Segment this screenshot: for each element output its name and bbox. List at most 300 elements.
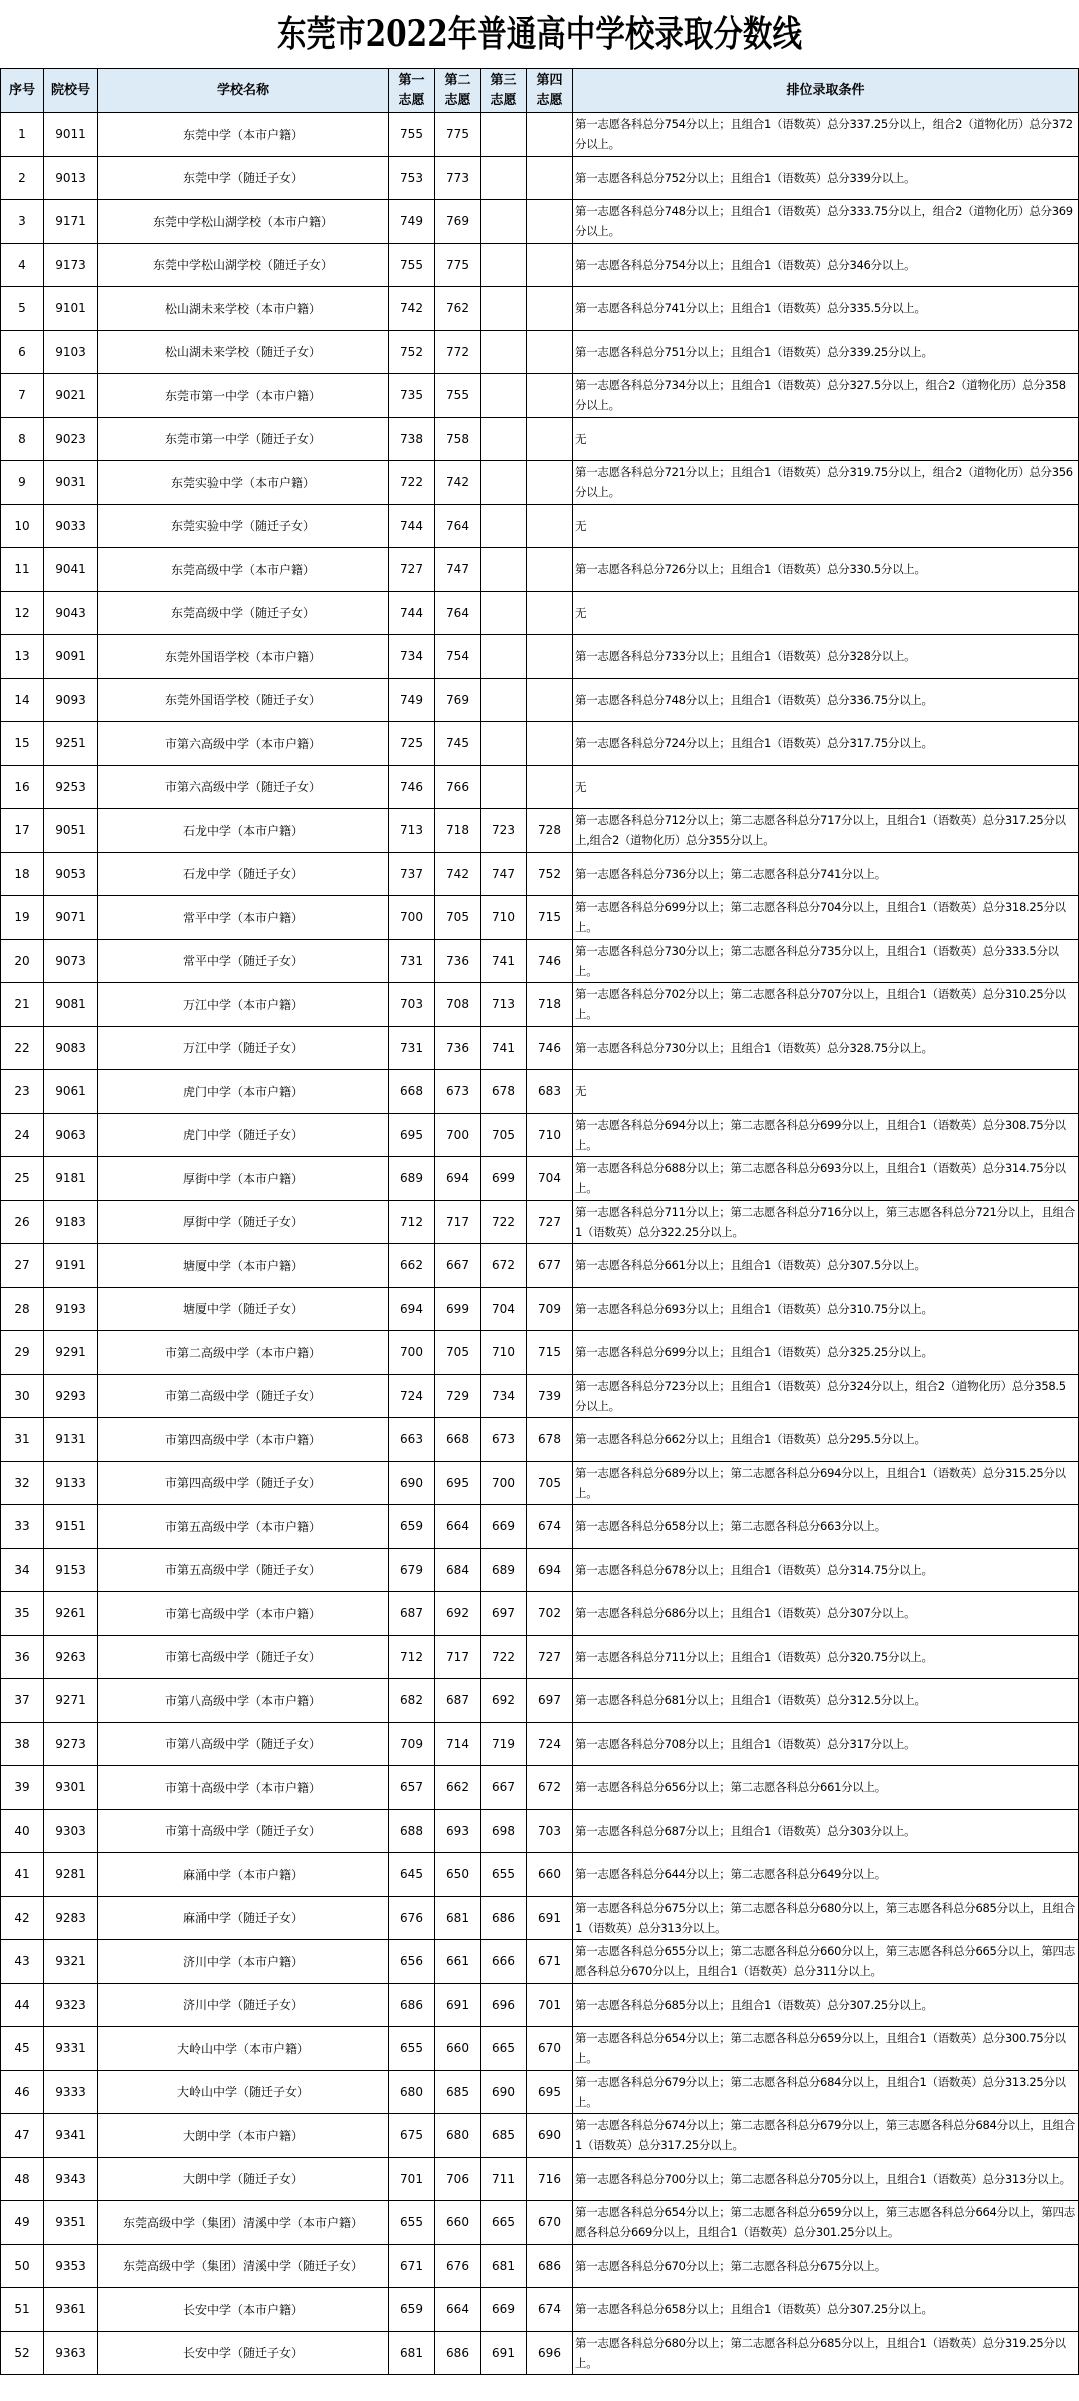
cell-condition: 无 xyxy=(573,765,1079,809)
cell-choice1: 746 xyxy=(389,765,435,809)
cell-code: 9033 xyxy=(44,504,98,548)
cell-condition: 第一志愿各科总分658分以上；且组合1（语数英）总分307.25分以上。 xyxy=(573,2288,1079,2332)
cell-seq: 34 xyxy=(1,1548,44,1592)
cell-choice4: 691 xyxy=(527,1896,573,1940)
table-row xyxy=(1,2114,1079,2158)
cell-code: 9053 xyxy=(44,852,98,896)
cell-choice2: 766 xyxy=(435,765,481,809)
cell-code: 9041 xyxy=(44,548,98,592)
cell-code: 9291 xyxy=(44,1331,98,1375)
cell-school: 市第十高级中学（随迁子女） xyxy=(98,1809,389,1853)
cell-choice1: 712 xyxy=(389,1200,435,1244)
table-row xyxy=(1,1809,1079,1853)
cell-choice3 xyxy=(481,113,527,157)
table-row xyxy=(1,983,1079,1027)
table-row xyxy=(1,1983,1079,2027)
header-choice4-line2: 志愿 xyxy=(536,92,563,108)
table-row xyxy=(1,1853,1079,1897)
cell-choice2: 717 xyxy=(435,1635,481,1679)
cell-school: 大朗中学（本市户籍） xyxy=(98,2114,389,2158)
cell-seq: 44 xyxy=(1,1983,44,2027)
cell-choice1: 749 xyxy=(389,678,435,722)
cell-choice4 xyxy=(527,156,573,200)
cell-code: 9273 xyxy=(44,1722,98,1766)
cell-seq: 52 xyxy=(1,2331,44,2375)
cell-code: 9303 xyxy=(44,1809,98,1853)
cell-seq: 7 xyxy=(1,374,44,418)
cell-condition: 第一志愿各科总分680分以上；第二志愿各科总分685分以上，且组合1（语数英）总分319.25分以上。 xyxy=(573,2331,1079,2375)
cell-code: 9363 xyxy=(44,2331,98,2375)
table-row xyxy=(1,287,1079,331)
cell-school: 市第四高级中学（本市户籍） xyxy=(98,1418,389,1462)
cell-choice1: 690 xyxy=(389,1461,435,1505)
cell-school: 东莞外国语学校（随迁子女） xyxy=(98,678,389,722)
cell-choice4 xyxy=(527,504,573,548)
cell-school: 市第四高级中学（随迁子女） xyxy=(98,1461,389,1505)
cell-choice3 xyxy=(481,678,527,722)
cell-seq: 14 xyxy=(1,678,44,722)
cell-choice2: 758 xyxy=(435,417,481,461)
cell-seq: 39 xyxy=(1,1766,44,1810)
cell-school: 厚街中学（本市户籍） xyxy=(98,1157,389,1201)
cell-choice2: 686 xyxy=(435,2331,481,2375)
cell-choice4: 702 xyxy=(527,1592,573,1636)
cell-condition: 第一志愿各科总分655分以上；第二志愿各科总分660分以上，第三志愿各科总分665分以上，第四志愿各科总分670分以上，且组合1（语数英）总分311分以上。 xyxy=(573,1940,1079,1984)
cell-choice4: 686 xyxy=(527,2244,573,2288)
cell-seq: 30 xyxy=(1,1374,44,1418)
cell-condition: 第一志愿各科总分678分以上；且组合1（语数英）总分314.75分以上。 xyxy=(573,1548,1079,1592)
cell-code: 9283 xyxy=(44,1896,98,1940)
cell-choice2: 660 xyxy=(435,2027,481,2071)
cell-choice1: 742 xyxy=(389,287,435,331)
cell-choice3: 747 xyxy=(481,852,527,896)
cell-code: 9103 xyxy=(44,330,98,374)
cell-code: 9153 xyxy=(44,1548,98,1592)
cell-seq: 22 xyxy=(1,1026,44,1070)
cell-condition: 第一志愿各科总分675分以上；第二志愿各科总分680分以上，第三志愿各科总分685分以上，且组合1（语数英）总分313分以上。 xyxy=(573,1896,1079,1940)
cell-code: 9191 xyxy=(44,1244,98,1288)
cell-school: 市第六高级中学（本市户籍） xyxy=(98,722,389,766)
cell-condition: 第一志愿各科总分674分以上；第二志愿各科总分679分以上，第三志愿各科总分684分以上，且组合1（语数英）总分317.25分以上。 xyxy=(573,2114,1079,2158)
cell-choice3: 678 xyxy=(481,1070,527,1114)
table-row xyxy=(1,1157,1079,1201)
cell-condition: 第一志愿各科总分662分以上；且组合1（语数英）总分295.5分以上。 xyxy=(573,1418,1079,1462)
cell-choice2: 762 xyxy=(435,287,481,331)
table-row xyxy=(1,548,1079,592)
header-choice3-line1: 第三 xyxy=(490,72,517,88)
cell-choice2: 736 xyxy=(435,1026,481,1070)
cell-condition: 第一志愿各科总分670分以上；第二志愿各科总分675分以上。 xyxy=(573,2244,1079,2288)
cell-code: 9323 xyxy=(44,1983,98,2027)
header-choice2-line2: 志愿 xyxy=(444,92,471,108)
cell-choice1: 680 xyxy=(389,2070,435,2114)
cell-code: 9183 xyxy=(44,1200,98,1244)
cell-choice1: 731 xyxy=(389,939,435,983)
table-row xyxy=(1,156,1079,200)
cell-condition: 第一志愿各科总分723分以上；且组合1（语数英）总分324分以上，组合2（道物化历）总分358.5分以上。 xyxy=(573,1374,1079,1418)
cell-choice4: 696 xyxy=(527,2331,573,2375)
cell-choice2: 685 xyxy=(435,2070,481,2114)
cell-choice3: 713 xyxy=(481,983,527,1027)
cell-choice4: 670 xyxy=(527,2027,573,2071)
cell-choice4 xyxy=(527,243,573,287)
table-row xyxy=(1,243,1079,287)
cell-choice1: 744 xyxy=(389,591,435,635)
cell-choice3: 741 xyxy=(481,1026,527,1070)
cell-condition: 第一志愿各科总分656分以上；第二志愿各科总分661分以上。 xyxy=(573,1766,1079,1810)
cell-seq: 3 xyxy=(1,200,44,244)
cell-seq: 21 xyxy=(1,983,44,1027)
cell-choice1: 686 xyxy=(389,1983,435,2027)
cell-choice1: 657 xyxy=(389,1766,435,1810)
cell-choice4: 674 xyxy=(527,2288,573,2332)
cell-choice2: 668 xyxy=(435,1418,481,1462)
cell-code: 9293 xyxy=(44,1374,98,1418)
cell-school: 东莞中学松山湖学校（随迁子女） xyxy=(98,243,389,287)
cell-seq: 33 xyxy=(1,1505,44,1549)
header-choice1-line2: 志愿 xyxy=(398,92,425,108)
cell-choice4: 727 xyxy=(527,1635,573,1679)
cell-condition: 第一志愿各科总分688分以上；第二志愿各科总分693分以上，且组合1（语数英）总分314.75分以上。 xyxy=(573,1157,1079,1201)
cell-choice1: 744 xyxy=(389,504,435,548)
cell-school: 东莞实验中学（随迁子女） xyxy=(98,504,389,548)
cell-seq: 47 xyxy=(1,2114,44,2158)
cell-seq: 10 xyxy=(1,504,44,548)
cell-school: 虎门中学（本市户籍） xyxy=(98,1070,389,1114)
cell-school: 东莞高级中学（随迁子女） xyxy=(98,591,389,635)
cell-choice3 xyxy=(481,417,527,461)
cell-choice3: 692 xyxy=(481,1679,527,1723)
cell-code: 9081 xyxy=(44,983,98,1027)
cell-choice2: 769 xyxy=(435,678,481,722)
cell-condition: 第一志愿各科总分734分以上；且组合1（语数英）总分327.5分以上，组合2（道物化历）总分358分以上。 xyxy=(573,374,1079,418)
cell-condition: 第一志愿各科总分687分以上；且组合1（语数英）总分303分以上。 xyxy=(573,1809,1079,1853)
header-choice1-line1: 第一 xyxy=(398,72,425,88)
cell-school: 麻涌中学（随迁子女） xyxy=(98,1896,389,1940)
cell-choice2: 684 xyxy=(435,1548,481,1592)
cell-school: 市第五高级中学（随迁子女） xyxy=(98,1548,389,1592)
cell-condition: 第一志愿各科总分711分以上；第二志愿各科总分716分以上，第三志愿各科总分721分以上，且组合1（语数英）总分322.25分以上。 xyxy=(573,1200,1079,1244)
cell-code: 9333 xyxy=(44,2070,98,2114)
cell-code: 9091 xyxy=(44,635,98,679)
cell-choice3: 711 xyxy=(481,2157,527,2201)
header-seq: 序号 xyxy=(1,69,44,113)
cell-code: 9181 xyxy=(44,1157,98,1201)
cell-choice2: 661 xyxy=(435,1940,481,1984)
table-row xyxy=(1,1026,1079,1070)
cell-choice2: 764 xyxy=(435,504,481,548)
table-row xyxy=(1,2070,1079,2114)
table-row xyxy=(1,2244,1079,2288)
cell-code: 9043 xyxy=(44,591,98,635)
cell-seq: 49 xyxy=(1,2201,44,2245)
cell-school: 东莞实验中学（本市户籍） xyxy=(98,461,389,505)
cell-choice4: 715 xyxy=(527,896,573,940)
cell-condition: 第一志愿各科总分726分以上；且组合1（语数英）总分330.5分以上。 xyxy=(573,548,1079,592)
cell-choice2: 680 xyxy=(435,2114,481,2158)
cell-choice4: 674 xyxy=(527,1505,573,1549)
cell-choice1: 727 xyxy=(389,548,435,592)
cell-condition: 第一志愿各科总分685分以上；且组合1（语数英）总分307.25分以上。 xyxy=(573,1983,1079,2027)
cell-code: 9133 xyxy=(44,1461,98,1505)
cell-choice3: 704 xyxy=(481,1287,527,1331)
cell-choice3: 723 xyxy=(481,809,527,853)
cell-school: 市第十高级中学（本市户籍） xyxy=(98,1766,389,1810)
cell-choice4 xyxy=(527,330,573,374)
cell-seq: 31 xyxy=(1,1418,44,1462)
cell-school: 市第二高级中学（本市户籍） xyxy=(98,1331,389,1375)
cell-school: 塘厦中学（随迁子女） xyxy=(98,1287,389,1331)
cell-choice3 xyxy=(481,156,527,200)
cell-choice2: 775 xyxy=(435,113,481,157)
cell-school: 东莞中学松山湖学校（本市户籍） xyxy=(98,200,389,244)
table-row xyxy=(1,896,1079,940)
cell-choice2: 692 xyxy=(435,1592,481,1636)
cell-seq: 35 xyxy=(1,1592,44,1636)
cell-choice2: 700 xyxy=(435,1113,481,1157)
cell-choice1: 694 xyxy=(389,1287,435,1331)
cell-code: 9173 xyxy=(44,243,98,287)
cell-choice4: 703 xyxy=(527,1809,573,1853)
cell-seq: 50 xyxy=(1,2244,44,2288)
cell-school: 麻涌中学（本市户籍） xyxy=(98,1853,389,1897)
cell-choice1: 679 xyxy=(389,1548,435,1592)
table-row xyxy=(1,1722,1079,1766)
cell-condition: 无 xyxy=(573,591,1079,635)
cell-code: 9351 xyxy=(44,2201,98,2245)
cell-choice1: 655 xyxy=(389,2201,435,2245)
cell-choice2: 708 xyxy=(435,983,481,1027)
cell-condition: 第一志愿各科总分679分以上；第二志愿各科总分684分以上，且组合1（语数英）总分313.25分以上。 xyxy=(573,2070,1079,2114)
cell-seq: 12 xyxy=(1,591,44,635)
cell-condition: 第一志愿各科总分699分以上；且组合1（语数英）总分325.25分以上。 xyxy=(573,1331,1079,1375)
table-row xyxy=(1,417,1079,461)
cell-choice3: 690 xyxy=(481,2070,527,2114)
cell-choice1: 675 xyxy=(389,2114,435,2158)
cell-choice4: 683 xyxy=(527,1070,573,1114)
cell-condition: 第一志愿各科总分686分以上；且组合1（语数英）总分307分以上。 xyxy=(573,1592,1079,1636)
cell-condition: 无 xyxy=(573,417,1079,461)
cell-choice4: 710 xyxy=(527,1113,573,1157)
cell-seq: 40 xyxy=(1,1809,44,1853)
cell-condition: 第一志愿各科总分721分以上；且组合1（语数英）总分319.75分以上，组合2（道物化历）总分356分以上。 xyxy=(573,461,1079,505)
cell-choice4: 678 xyxy=(527,1418,573,1462)
header-school: 学校名称 xyxy=(98,69,389,113)
cell-choice3: 697 xyxy=(481,1592,527,1636)
cell-choice2: 660 xyxy=(435,2201,481,2245)
cell-choice3: 666 xyxy=(481,1940,527,1984)
cell-condition: 第一志愿各科总分654分以上；第二志愿各科总分659分以上，且组合1（语数英）总分300.75分以上。 xyxy=(573,2027,1079,2071)
cell-choice1: 753 xyxy=(389,156,435,200)
cell-school: 市第八高级中学（随迁子女） xyxy=(98,1722,389,1766)
cell-code: 9251 xyxy=(44,722,98,766)
cell-choice1: 703 xyxy=(389,983,435,1027)
cell-choice2: 676 xyxy=(435,2244,481,2288)
cell-code: 9341 xyxy=(44,2114,98,2158)
cell-choice2: 717 xyxy=(435,1200,481,1244)
cell-condition: 第一志愿各科总分699分以上；第二志愿各科总分704分以上，且组合1（语数英）总分318.25分以上。 xyxy=(573,896,1079,940)
table-row xyxy=(1,765,1079,809)
cell-seq: 29 xyxy=(1,1331,44,1375)
cell-seq: 1 xyxy=(1,113,44,157)
cell-choice4: 718 xyxy=(527,983,573,1027)
cell-choice2: 695 xyxy=(435,1461,481,1505)
cell-condition: 第一志愿各科总分724分以上；且组合1（语数英）总分317.75分以上。 xyxy=(573,722,1079,766)
cell-choice2: 664 xyxy=(435,1505,481,1549)
cell-choice4 xyxy=(527,591,573,635)
cell-seq: 42 xyxy=(1,1896,44,1940)
cell-code: 9063 xyxy=(44,1113,98,1157)
table-row xyxy=(1,1418,1079,1462)
cell-school: 市第五高级中学（本市户籍） xyxy=(98,1505,389,1549)
cell-choice4: 670 xyxy=(527,2201,573,2245)
cell-choice1: 735 xyxy=(389,374,435,418)
cell-choice2: 662 xyxy=(435,1766,481,1810)
cell-school: 大朗中学（随迁子女） xyxy=(98,2157,389,2201)
cell-school: 万江中学（本市户籍） xyxy=(98,983,389,1027)
cell-seq: 5 xyxy=(1,287,44,331)
cell-choice3: 673 xyxy=(481,1418,527,1462)
cell-school: 万江中学（随迁子女） xyxy=(98,1026,389,1070)
cell-choice3: 710 xyxy=(481,896,527,940)
cell-seq: 46 xyxy=(1,2070,44,2114)
cell-condition: 第一志愿各科总分661分以上；且组合1（语数英）总分307.5分以上。 xyxy=(573,1244,1079,1288)
cell-choice1: 755 xyxy=(389,113,435,157)
cell-choice1: 659 xyxy=(389,2288,435,2332)
cell-code: 9331 xyxy=(44,2027,98,2071)
cell-seq: 8 xyxy=(1,417,44,461)
cell-choice2: 699 xyxy=(435,1287,481,1331)
cell-condition: 第一志愿各科总分733分以上；且组合1（语数英）总分328分以上。 xyxy=(573,635,1079,679)
table-row xyxy=(1,1635,1079,1679)
cell-school: 东莞中学（本市户籍） xyxy=(98,113,389,157)
cell-seq: 38 xyxy=(1,1722,44,1766)
cell-seq: 11 xyxy=(1,548,44,592)
cell-condition: 无 xyxy=(573,1070,1079,1114)
table-row xyxy=(1,1461,1079,1505)
cell-choice1: 688 xyxy=(389,1809,435,1853)
cell-code: 9193 xyxy=(44,1287,98,1331)
cell-choice2: 747 xyxy=(435,548,481,592)
cell-choice3: 700 xyxy=(481,1461,527,1505)
cell-choice1: 681 xyxy=(389,2331,435,2375)
cell-code: 9253 xyxy=(44,765,98,809)
table-row xyxy=(1,461,1079,505)
cell-choice2: 736 xyxy=(435,939,481,983)
cell-choice1: 731 xyxy=(389,1026,435,1070)
cell-condition: 第一志愿各科总分702分以上；第二志愿各科总分707分以上，且组合1（语数英）总分310.25分以上。 xyxy=(573,983,1079,1027)
cell-choice2: 755 xyxy=(435,374,481,418)
cell-choice3: 719 xyxy=(481,1722,527,1766)
cell-seq: 15 xyxy=(1,722,44,766)
cell-code: 9073 xyxy=(44,939,98,983)
cell-choice2: 705 xyxy=(435,1331,481,1375)
cell-seq: 23 xyxy=(1,1070,44,1114)
cell-choice2: 769 xyxy=(435,200,481,244)
cell-choice1: 752 xyxy=(389,330,435,374)
cell-choice1: 682 xyxy=(389,1679,435,1723)
header-choice1 xyxy=(389,69,435,113)
cell-choice1: 656 xyxy=(389,1940,435,1984)
cell-choice4 xyxy=(527,417,573,461)
cell-choice4: 727 xyxy=(527,1200,573,1244)
cell-choice3 xyxy=(481,635,527,679)
cell-seq: 16 xyxy=(1,765,44,809)
cell-condition: 第一志愿各科总分681分以上；且组合1（语数英）总分312.5分以上。 xyxy=(573,1679,1079,1723)
cell-school: 石龙中学（随迁子女） xyxy=(98,852,389,896)
cell-choice3: 722 xyxy=(481,1200,527,1244)
cell-choice4: 671 xyxy=(527,1940,573,1984)
table-row xyxy=(1,1287,1079,1331)
cell-choice1: 722 xyxy=(389,461,435,505)
cell-code: 9061 xyxy=(44,1070,98,1114)
cell-choice4 xyxy=(527,461,573,505)
table-row xyxy=(1,1766,1079,1810)
cell-choice2: 772 xyxy=(435,330,481,374)
cell-code: 9031 xyxy=(44,461,98,505)
cell-choice4: 677 xyxy=(527,1244,573,1288)
table-row xyxy=(1,2331,1079,2375)
cell-choice2: 691 xyxy=(435,1983,481,2027)
cell-choice2: 706 xyxy=(435,2157,481,2201)
cell-code: 9321 xyxy=(44,1940,98,1984)
cell-seq: 48 xyxy=(1,2157,44,2201)
cell-code: 9301 xyxy=(44,1766,98,1810)
cell-condition: 第一志愿各科总分708分以上；且组合1（语数英）总分317分以上。 xyxy=(573,1722,1079,1766)
cell-choice3: 669 xyxy=(481,2288,527,2332)
header-condition: 排位录取条件 xyxy=(573,69,1079,113)
cell-code: 9023 xyxy=(44,417,98,461)
cell-school: 东莞高级中学（集团）清溪中学（本市户籍） xyxy=(98,2201,389,2245)
cell-code: 9083 xyxy=(44,1026,98,1070)
table-row xyxy=(1,1592,1079,1636)
cell-school: 市第八高级中学（本市户籍） xyxy=(98,1679,389,1723)
cell-choice4 xyxy=(527,765,573,809)
cell-code: 9051 xyxy=(44,809,98,853)
cell-choice1: 662 xyxy=(389,1244,435,1288)
cell-choice1: 709 xyxy=(389,1722,435,1766)
cell-school: 塘厦中学（本市户籍） xyxy=(98,1244,389,1288)
cell-choice1: 701 xyxy=(389,2157,435,2201)
cell-seq: 41 xyxy=(1,1853,44,1897)
cell-choice3 xyxy=(481,504,527,548)
cell-choice3: 689 xyxy=(481,1548,527,1592)
header-choice4-line1: 第四 xyxy=(536,72,563,88)
cell-condition: 第一志愿各科总分658分以上；第二志愿各科总分663分以上。 xyxy=(573,1505,1079,1549)
cell-choice1: 738 xyxy=(389,417,435,461)
cell-choice1: 671 xyxy=(389,2244,435,2288)
cell-choice3 xyxy=(481,765,527,809)
cell-choice4 xyxy=(527,113,573,157)
header-choice3 xyxy=(481,69,527,113)
cell-school: 石龙中学（本市户籍） xyxy=(98,809,389,853)
cell-choice2: 754 xyxy=(435,635,481,679)
cell-choice3: 698 xyxy=(481,1809,527,1853)
cell-choice2: 742 xyxy=(435,852,481,896)
cell-condition: 第一志愿各科总分730分以上；第二志愿各科总分735分以上，且组合1（语数英）总分333.5分以上。 xyxy=(573,939,1079,983)
cell-choice4: 704 xyxy=(527,1157,573,1201)
cell-seq: 37 xyxy=(1,1679,44,1723)
table-row xyxy=(1,1896,1079,1940)
cell-condition: 第一志愿各科总分751分以上；且组合1（语数英）总分339.25分以上。 xyxy=(573,330,1079,374)
cell-code: 9353 xyxy=(44,2244,98,2288)
cell-choice3: 722 xyxy=(481,1635,527,1679)
table-row xyxy=(1,1113,1079,1157)
cell-choice2: 718 xyxy=(435,809,481,853)
header-choice4 xyxy=(527,69,573,113)
cell-school: 大岭山中学（本市户籍） xyxy=(98,2027,389,2071)
cell-choice1: 687 xyxy=(389,1592,435,1636)
